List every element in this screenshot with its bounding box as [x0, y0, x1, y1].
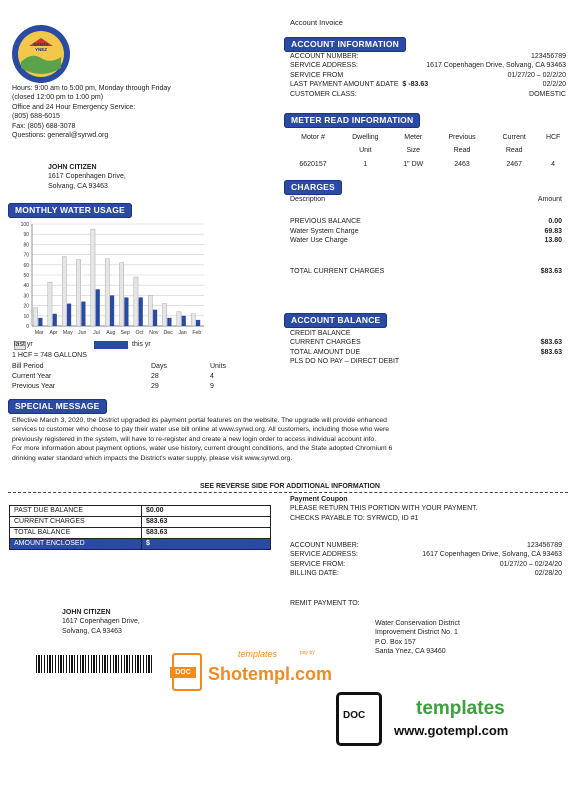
row-label: Previous Year: [12, 383, 56, 390]
bar-last-yr: [191, 314, 195, 326]
x-tick-label: Sep: [120, 330, 130, 336]
coupon-row: SERVICE FROM: 01/27/20 – 02/24/20: [290, 560, 562, 568]
meter-col: Motor #: [301, 134, 325, 141]
usage-chart: [10, 220, 210, 342]
coupon-instruction: PLEASE RETURN THIS PORTION WITH YOUR PAYMENT.: [290, 505, 478, 513]
y-tick-label: 40: [23, 283, 29, 290]
account-info: [290, 52, 566, 99]
contact-info: [12, 84, 242, 141]
remit-address: Water Conservation District Improvement District No. 1 P.O. Box 157 Santa Ynez, CA 93460: [375, 620, 460, 656]
summary-label: CURRENT CHARGES: [10, 517, 142, 528]
row-label: Current Year: [12, 373, 52, 380]
doc-icon: DOC: [172, 653, 202, 691]
usage-chart-svg: [10, 220, 210, 342]
col-units: Units: [210, 363, 226, 370]
reverse-note: SEE REVERSE SIDE FOR ADDITIONAL INFORMATION: [200, 483, 380, 490]
y-tick-label: 100: [20, 222, 29, 228]
bar-this-yr: [153, 310, 157, 326]
meter-table: Motor # Dwelling Meter Previous Current HCF Unit Size Read Read 6620157 1 1" DW 2463 2467 4: [288, 133, 568, 173]
y-tick-label: 80: [23, 242, 29, 249]
shotempl-watermark: [172, 648, 362, 694]
y-tick-label: 70: [23, 252, 29, 259]
bar-this-yr: [81, 302, 85, 326]
y-tick-label: 50: [23, 273, 29, 279]
bar-this-yr: [139, 297, 143, 326]
customer-name: JOHN CITIZEN: [48, 164, 97, 171]
coupon-customer: JOHN CITIZEN 1617 Copenhagen Drive, Solvang, CA 93463: [62, 609, 140, 635]
meter-header: METER READ INFORMATION: [284, 113, 420, 128]
usage-header: MONTHLY WATER USAGE: [8, 203, 132, 218]
customer-address-line2: Solvang, CA 93463: [48, 182, 108, 190]
total-current-charges: TOTAL CURRENT CHARGES $83.63: [290, 267, 562, 275]
desc-label: Description: [290, 196, 326, 203]
bar-last-yr: [91, 229, 95, 326]
bill-period-table: [12, 362, 242, 392]
contact-line: Fax: (805) 688-3078: [12, 122, 76, 130]
coupon-summary: [9, 505, 271, 550]
bar-last-yr: [120, 263, 124, 326]
contact-line: (closed 12:00 pm to 1:00 pm): [12, 94, 104, 102]
balance-row: TOTAL AMOUNT DUE $83.63: [290, 348, 562, 356]
bar-last-yr: [163, 304, 167, 326]
coupon-row: SERVICE ADDRESS: 1617 Copenhagen Drive, Solvang, CA 93463: [290, 551, 562, 559]
cut-line: [8, 492, 568, 493]
amount-label: Amount: [537, 196, 562, 203]
col-bill-period: Bill Period: [12, 363, 44, 370]
bar-last-yr: [77, 260, 81, 326]
legend-label-this: this yr: [132, 341, 151, 348]
bar-this-yr: [38, 318, 42, 326]
doc-icon: DOC: [336, 692, 382, 746]
contact-line: Hours: 9:00 am to 5:00 pm, Monday through Friday: [12, 85, 171, 92]
remit-label: REMIT PAYMENT TO:: [290, 600, 360, 607]
summary-label: PAST DUE BALANCE: [10, 506, 142, 517]
row-units: 4: [210, 373, 214, 380]
bar-this-yr: [53, 314, 57, 326]
customer-address: [48, 163, 126, 191]
summary-value: $0.00: [142, 506, 271, 517]
y-tick-label: 60: [23, 262, 29, 269]
bar-last-yr: [134, 277, 138, 326]
payment-coupon: [290, 495, 562, 523]
district-logo: [11, 24, 71, 84]
charges: [290, 195, 562, 276]
legend-label-last: last yr: [14, 341, 33, 348]
bar-this-yr: [196, 320, 200, 326]
meter-col: Previous: [448, 134, 476, 141]
charge-row: PREVIOUS BALANCE 0.00: [290, 218, 562, 226]
account-row: LAST PAYMENT AMOUNT &DATE $ -83.63 02/2/20: [290, 81, 566, 89]
meter-col: Current: [502, 134, 526, 141]
bar-this-yr: [182, 316, 186, 326]
coupon-title: Payment Coupon: [290, 496, 348, 503]
customer-address-line1: 1617 Copenhagen Drive,: [48, 173, 126, 181]
balance-row: CURRENT CHARGES $83.63: [290, 339, 562, 347]
meter-col: HCF: [545, 134, 561, 141]
account-header: ACCOUNT INFORMATION: [284, 37, 406, 52]
x-tick-label: Mar: [34, 330, 44, 336]
hcf-note: 1 HCF = 748 GALLONS: [12, 352, 87, 359]
bar-last-yr: [105, 259, 109, 326]
row-days: 28: [151, 373, 159, 380]
watermark-name: templates: [416, 698, 505, 719]
watermark-pay: pay by: [300, 650, 315, 656]
bar-last-yr: [148, 295, 152, 326]
bar-this-yr: [167, 318, 171, 326]
meter-col: Dwelling: [352, 134, 379, 141]
meter-cell: 4: [551, 160, 556, 168]
watermark-url: www.gotempl.com: [394, 723, 509, 738]
account-row: SERVICE FROM 01/27/20 – 02/2/20: [290, 71, 566, 79]
contact-line: Office and 24 Hour Emergency Service:: [12, 103, 136, 111]
x-tick-label: Feb: [192, 330, 202, 336]
bar-last-yr: [62, 257, 66, 326]
logo-text: SANTA YNEZ: [33, 42, 49, 52]
gotempl-watermark: [336, 692, 556, 744]
account-balance: [290, 329, 562, 367]
meter-cell: 6620157: [299, 160, 327, 168]
bar-this-yr: [110, 295, 114, 326]
charge-row: Water Use Charge 13.80: [290, 237, 562, 245]
x-tick-label: Jan: [178, 330, 187, 336]
x-tick-label: Apr: [49, 330, 58, 336]
amount-enclosed-field[interactable]: $: [142, 539, 271, 550]
coupon-row: ACCOUNT NUMBER: 123456789: [290, 542, 562, 549]
x-tick-label: Nov: [149, 330, 159, 336]
balance-row: CREDIT BALANCE: [290, 330, 351, 337]
account-row: ACCOUNT NUMBER: 123456789: [290, 53, 566, 60]
meter-cell: 2463: [454, 160, 470, 168]
x-tick-label: Jul: [93, 330, 100, 336]
x-tick-label: Oct: [135, 330, 144, 336]
bar-last-yr: [177, 312, 181, 326]
bar-this-yr: [96, 289, 100, 326]
y-tick-label: 10: [23, 313, 29, 320]
coupon-account: [290, 541, 562, 579]
bar-this-yr: [67, 304, 71, 326]
meter-col: Meter: [404, 134, 423, 141]
special-message-header: SPECIAL MESSAGE: [8, 399, 107, 414]
summary-label: TOTAL BALANCE: [10, 528, 142, 539]
amount-enclosed-label: AMOUNT ENCLOSED: [10, 539, 142, 550]
x-tick-label: Jun: [77, 330, 87, 336]
col-days: Days: [151, 363, 167, 370]
account-row: SERVICE ADDRESS: 1617 Copenhagen Drive, Solvang, CA 93463: [290, 62, 566, 70]
meter-cell: 2467: [506, 160, 522, 168]
row-units: 9: [210, 383, 214, 390]
balance-header: ACCOUNT BALANCE: [284, 313, 387, 328]
account-row: CUSTOMER CLASS: DOMESTIC: [290, 90, 566, 98]
bar-last-yr: [48, 282, 52, 326]
special-message: Effective March 3, 2020, the District upgraded its payment portal features on the website. The upgrade will provide enhanced services to customer who choose to pay their water use bill online at www.syrwd.org. All customers, including those who were previously registered in the system, will have to re-register and create a new login order to access individual account info. For more information about payment options, water use history, current drought conditions, and the State adopted Chromium 6 drinking water standard which impacts the District's water supply, please visit www.syrwd.org.: [12, 417, 393, 462]
balance-row: PLS DO NO PAY – DIRECT DEBIT: [290, 358, 400, 366]
meter-cell: 1: [363, 160, 368, 168]
coupon-customer-name: JOHN CITIZEN: [62, 609, 111, 616]
summary-value: $83.63: [142, 517, 271, 528]
charges-header: CHARGES: [284, 180, 342, 195]
y-tick-label: 30: [23, 293, 29, 300]
contact-line: Questions: general@syrwd.org: [12, 132, 109, 140]
y-tick-label: 20: [23, 303, 29, 310]
summary-value: $83.63: [142, 528, 271, 539]
y-tick-label: 90: [23, 232, 29, 239]
document-title: Account Invoice: [290, 18, 343, 27]
watermark-small: templates: [238, 649, 278, 659]
legend-swatch-this: [94, 341, 128, 349]
x-tick-label: May: [62, 330, 73, 336]
y-tick-label: 0: [26, 324, 29, 330]
charge-row: Water System Charge 69.83: [290, 227, 562, 235]
x-tick-label: Dec: [163, 330, 173, 336]
barcode: [36, 655, 154, 673]
x-tick-label: Aug: [106, 330, 116, 336]
coupon-payable: CHECKS PAYABLE TO: SYRWCD, ID #1: [290, 514, 419, 522]
meter-cell: 1" DW: [403, 160, 424, 168]
bar-this-yr: [124, 297, 128, 326]
watermark-name: Shotempl.com: [208, 664, 333, 684]
contact-line: (805) 688-6015: [12, 113, 60, 121]
row-days: 29: [151, 383, 159, 390]
coupon-row: BILLING DATE: 02/28/20: [290, 570, 562, 578]
bar-last-yr: [34, 308, 38, 326]
